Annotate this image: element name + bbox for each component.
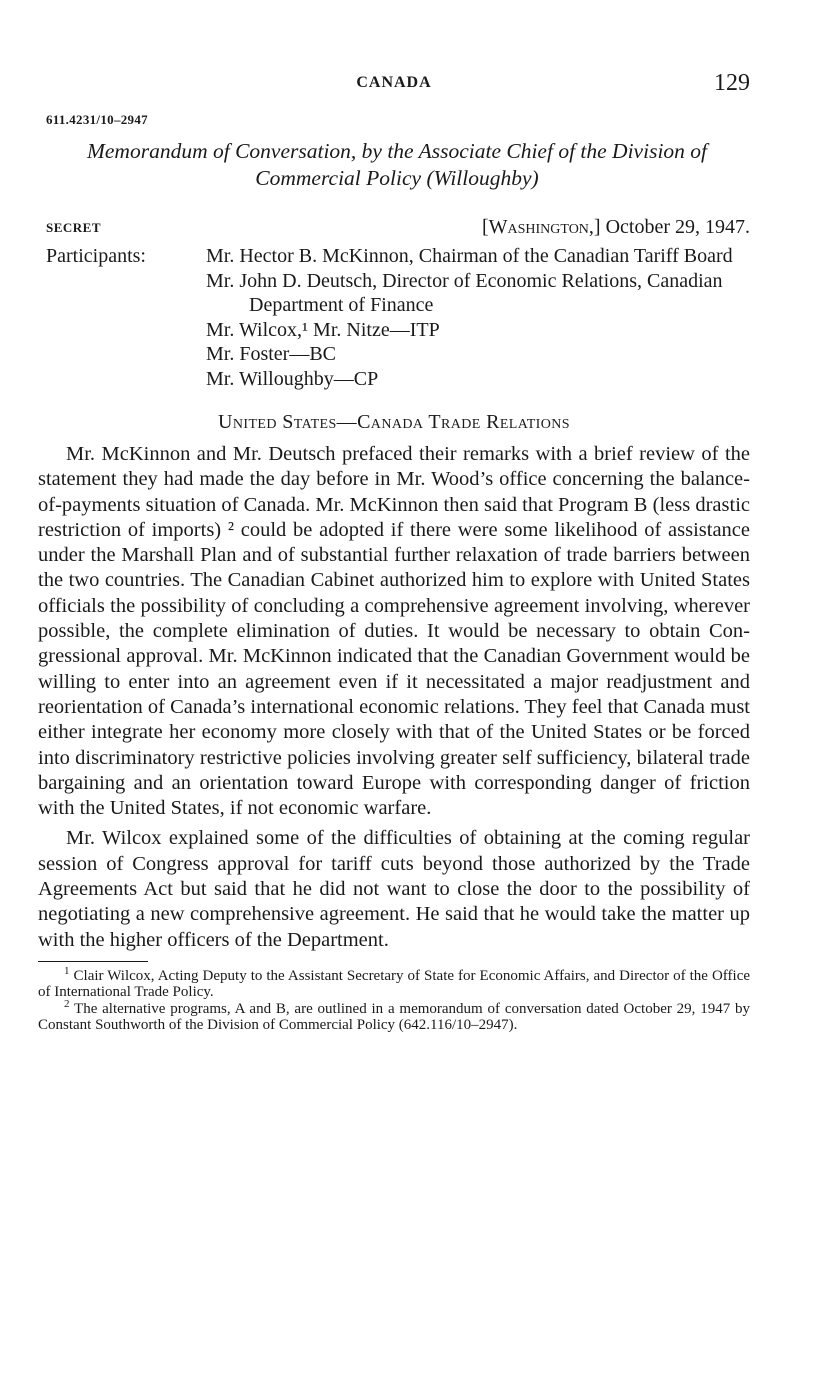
participant-item: Mr. John D. Deutsch, Director of Economic Relations, Canadian Department of Finance	[206, 269, 723, 316]
running-head	[38, 64, 750, 104]
date-text: October 29, 1947.	[605, 216, 750, 238]
section-heading: United States—Canada Trade Relations	[218, 411, 570, 433]
participant-item: Mr. Hector B. McKinnon, Chairman of the Canadian Tariff Board	[206, 245, 733, 267]
date-place: [Washington,]	[481, 216, 601, 238]
date-line	[482, 216, 750, 239]
footnote	[38, 997, 750, 1034]
footnote-text: The alternative programs, A and B, are outlined in a memorandum of conversation dated October 29, 1947 by Constant Southworth of the Division of Commercial Policy (642.116/10–2947).	[38, 1000, 750, 1034]
classification-label: SECRET	[46, 220, 102, 235]
footnote-divider	[38, 961, 148, 962]
participant-item: Mr. Foster—BC	[206, 343, 337, 365]
footnote-marker: 1	[64, 964, 70, 977]
footnote	[38, 964, 751, 1001]
document-page	[38, 64, 750, 1034]
body-paragraph: Mr. Wilcox explained some of the difficulties of obtaining at the coming regular session of Congress approval for tariff cuts beyond those authorized by the Trade Agreements Act but said that he did not want to close the door to the possibility of negotiating a new comprehensive agreement. He said that he would take the matter up with the higher officers of the Department.	[38, 827, 750, 951]
participant-item: Mr. Wilcox,¹ Mr. Nitze—ITP	[206, 318, 440, 341]
page-number: 129	[714, 70, 750, 96]
participant-item: Mr. Willoughby—CP	[206, 367, 379, 390]
footnote-marker: 2	[64, 997, 70, 1010]
document-title: Memorandum of Conversation, by the Associate Chief of the Division of Commercial Policy (Willoughby)	[86, 139, 708, 190]
body-paragraph: Mr. McKinnon and Mr. Deutsch prefaced their remarks with a brief review of the statement they had made the day before in Mr. Wood’s office concerning the balance-of-payments situation of Canada. Mr. McKinnon then said that Program B (less drastic restriction of imports) ² could be adopted if there were some likelihood of assistance under the Marshall Plan and of substantial further relaxation of trade barriers between the two countries. The Canadian Cabinet authorized him to explore with United States officials the possibility of concluding a comprehensive agreement involving, wherever possible, the complete elimination of duties. It would be necessary to obtain Congressional approval. Mr. McKinnon indicated that the Canadian Government would be willing to enter into an agreement even if it necessitated a major readjustment and reorientation of Canada’s international economic relations. They feel that Canada must either integrate her economy more closely with that of the United States or be forced into discriminatory restrictive policies involving greater self sufficiency, bilateral trade bargaining and an orientation toward Europe with corresponding danger of friction with the United States, if not economic warfare.	[38, 443, 750, 820]
footnote-text: Clair Wilcox, Acting Deputy to the Assistant Secretary of State for Economic Affairs, and Director of the Office of International Trade Policy.	[38, 967, 751, 1001]
participants-list	[206, 244, 750, 391]
participants-block	[46, 244, 750, 391]
classification-date-line	[38, 216, 750, 244]
running-head-title: CANADA	[356, 74, 432, 91]
file-number: 611.4231/10–2947	[46, 112, 148, 127]
participants-label: Participants:	[46, 245, 146, 267]
